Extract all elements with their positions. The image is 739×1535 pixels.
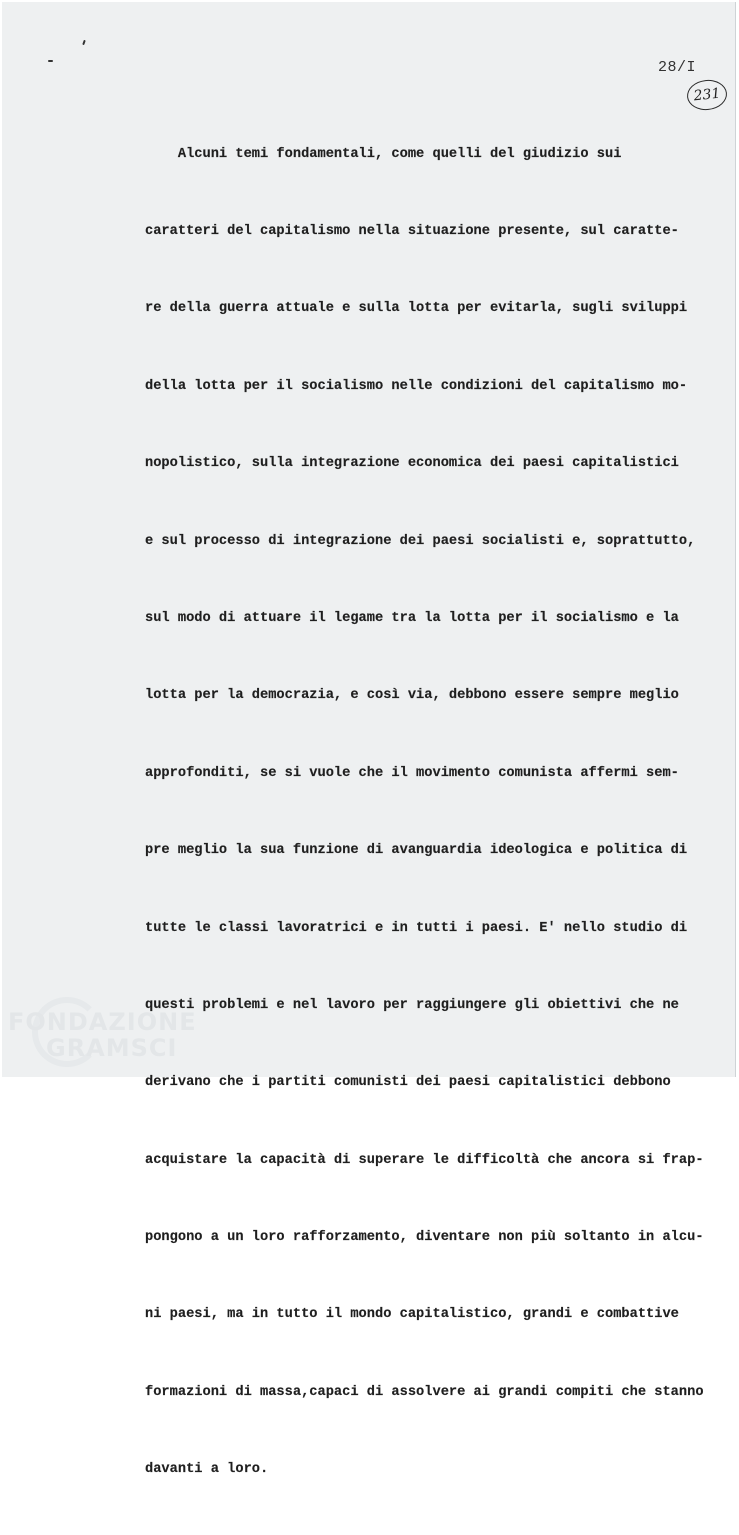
page-number: 28/I	[658, 59, 697, 76]
text-line: nopolistico, sulla integrazione economica dei paesi capitalistici	[145, 456, 679, 472]
text-line: formazioni di massa,capaci di assolvere ai grandi compiti che stanno	[145, 1384, 704, 1400]
stamp-number: 231	[692, 85, 722, 105]
text-line: ni paesi, ma in tutto il mondo capitalistico, grandi e combattive	[145, 1307, 679, 1323]
text-line: lotta per la democrazia, e così via, debbono essere sempre meglio	[145, 688, 679, 704]
text-line: sul modo di attuare il legame tra la lotta per il socialismo e la	[145, 610, 679, 626]
text-line: questi problemi e nel lavoro per raggiungere gli obiettivi che ne	[145, 997, 679, 1013]
text-line: tutte le classi lavoratrici e in tutti i paesi. E' nello studio di	[145, 920, 688, 936]
text-line: acquistare la capacità di superare le difficoltà che ancora si frap-	[145, 1152, 704, 1168]
text-line: pongono a un loro rafforzamento, diventare non più soltanto in alcu-	[145, 1230, 704, 1246]
text-line: re della guerra attuale e sulla lotta per evitarla, sugli sviluppi	[145, 301, 688, 317]
text-line: della lotta per il socialismo nelle condizioni del capitalismo mo-	[145, 378, 688, 394]
text-line: pre meglio la sua funzione di avanguardia ideologica e politica di	[145, 843, 688, 859]
text-line: e sul processo di integrazione dei paesi socialisti e, soprattutto,	[145, 533, 696, 549]
text-line: caratteri del capitalismo nella situazione presente, sul caratte-	[145, 223, 679, 239]
text-line: derivano che i partiti comunisti dei paesi capitalistici debbono	[145, 1075, 671, 1091]
ink-speck	[48, 60, 53, 62]
document-page	[2, 2, 736, 1478]
watermark-line-1: FONDAZIONE	[8, 1008, 197, 1036]
watermark	[8, 1009, 197, 1061]
ink-speck	[82, 40, 86, 45]
text-line: Alcuni temi fondamentali, come quelli del giudizio sui	[145, 146, 622, 162]
text-line: approfonditi, se si vuole che il movimento comunista affermi sem-	[145, 765, 679, 781]
watermark-line-2: GRAMSCI	[46, 1034, 178, 1062]
typewritten-paragraph	[145, 90, 720, 1535]
text-line: davanti a loro.	[145, 1462, 269, 1478]
